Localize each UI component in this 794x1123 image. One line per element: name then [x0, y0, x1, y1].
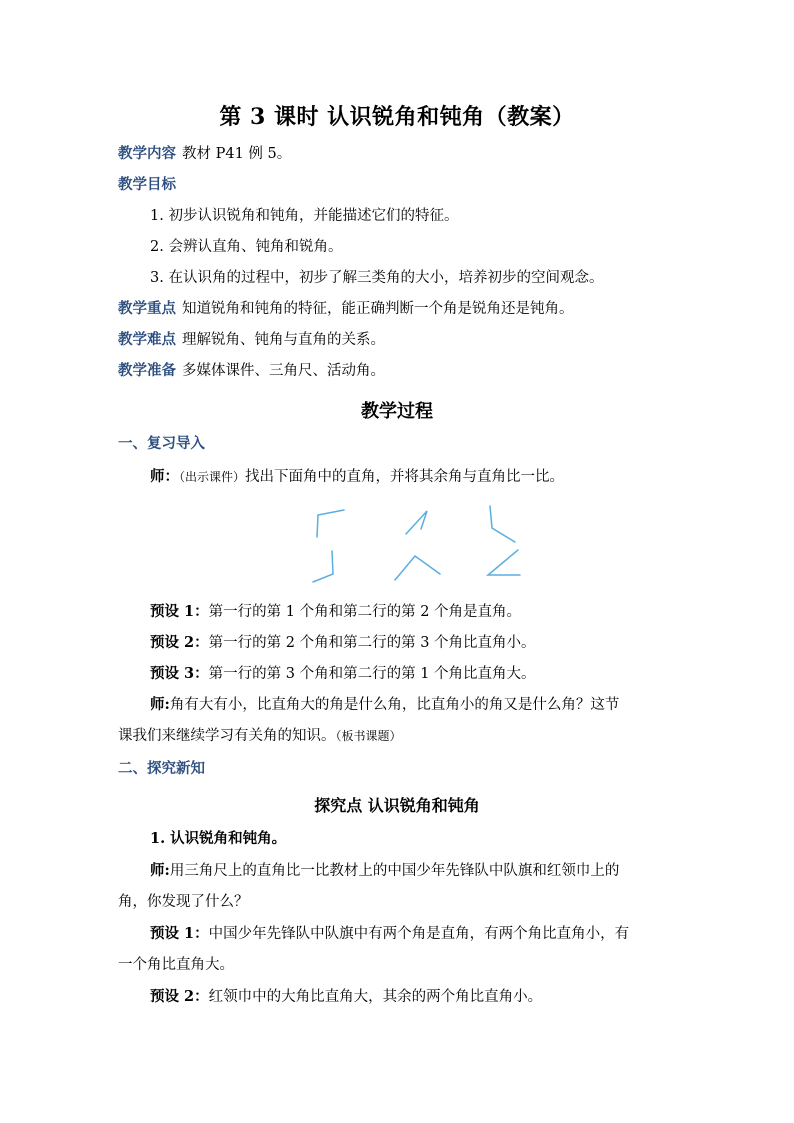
difficulty-label: 教学难点 [118, 331, 176, 348]
section2-teacher-line1 [150, 860, 710, 882]
angle-row1-3 [490, 506, 515, 542]
difficulty-text: 理解锐角、钝角与直角的关系。 [182, 332, 385, 348]
teacher2-line2 [118, 725, 678, 747]
preset-text: 红领巾中的大角比直角大，其余的两个角比直角小。 [208, 989, 543, 1005]
preset-text: 第一行的第 2 个角和第二行的第 3 个角比直角小。 [208, 635, 536, 651]
preset-label: 预设 3： [150, 665, 209, 682]
section2-preset2 [150, 986, 710, 1008]
section1-heading: 一、复习导入 [118, 435, 205, 452]
process-heading: 教学过程 [361, 401, 433, 422]
teacher-label: 师: [150, 862, 170, 879]
goals-row [118, 174, 678, 196]
key-point-row [118, 298, 678, 320]
preset-text: 中国少年先锋队中队旗中有两个角是直角，有两个角比直角小，有 [208, 926, 630, 942]
section2-teacher-line2: 角，你发现了什么？ [118, 894, 249, 910]
preset-label: 预设 2： [150, 988, 209, 1005]
section2-heading: 二、探究新知 [118, 760, 205, 777]
teacher-note: （出示课件） [179, 470, 246, 484]
preset-row [150, 632, 710, 654]
teacher-text: 找出下面角中的直角，并将其余角与直角比一比。 [245, 469, 565, 485]
goal-item: 1. 初步认识锐角和钝角，并能描述它们的特征。 [150, 208, 459, 224]
angle-row2-1 [313, 551, 333, 582]
content-label: 教学内容 [118, 145, 176, 162]
teacher-text: 用三角尺上的直角比一比教材上的中国少年先锋队中队旗和红领巾上的 [169, 863, 620, 879]
content-text: 教材 P41 例 5。 [182, 146, 292, 162]
preset-label: 预设 2： [150, 634, 209, 651]
preset-row [150, 663, 710, 685]
section2-preset1-line1 [150, 923, 710, 945]
preset-row [150, 601, 710, 623]
content-row [118, 143, 678, 165]
preset-text: 第一行的第 3 个角和第二行的第 1 个角比直角大。 [208, 666, 536, 682]
section2-preset1-line2: 一个角比直角大。 [118, 957, 234, 973]
preset-text: 第一行的第 1 个角和第二行的第 2 个角是直角。 [208, 604, 522, 620]
section2-item1: 1. 认识锐角和钝角。 [150, 830, 287, 847]
key-point-label: 教学重点 [118, 300, 176, 317]
preparation-text: 多媒体课件、三角尺、活动角。 [182, 363, 385, 379]
preset-label: 预设 1： [150, 603, 209, 620]
teacher-note: （板书课题） [335, 729, 402, 743]
key-point-text: 知道锐角和钝角的特征，能正确判断一个角是锐角还是钝角。 [182, 301, 574, 317]
goals-label: 教学目标 [118, 176, 176, 193]
preparation-row [118, 360, 678, 382]
angle-row1-2 [406, 511, 427, 534]
teacher-label: 师: [150, 696, 170, 713]
goal-item: 3. 在认识角的过程中，初步了解三类角的大小，培养初步的空间观念。 [150, 270, 604, 286]
goal-item: 2. 会辨认直角、钝角和锐角。 [150, 239, 343, 255]
teacher-label: 师： [150, 468, 179, 485]
teacher2-line1 [150, 694, 710, 716]
teacher-text: 角有大有小，比直角大的角是什么角，比直角小的角又是什么角？这节 [169, 697, 620, 713]
angle-row2-2 [395, 556, 440, 580]
angle-row1-1 [317, 510, 344, 537]
explore-heading: 探究点 认识锐角和钝角 [314, 796, 480, 815]
teacher-text: 课我们来继续学习有关角的知识。 [118, 728, 336, 744]
angle-row2-3 [488, 550, 520, 575]
difficulty-row [118, 329, 678, 351]
preset-label: 预设 1： [150, 925, 209, 942]
lesson-title: 第 3 课时 认识锐角和钝角（教案） [219, 104, 575, 130]
angles-figure [300, 502, 530, 587]
section1-teacher-line [150, 466, 710, 488]
preparation-label: 教学准备 [118, 362, 176, 379]
